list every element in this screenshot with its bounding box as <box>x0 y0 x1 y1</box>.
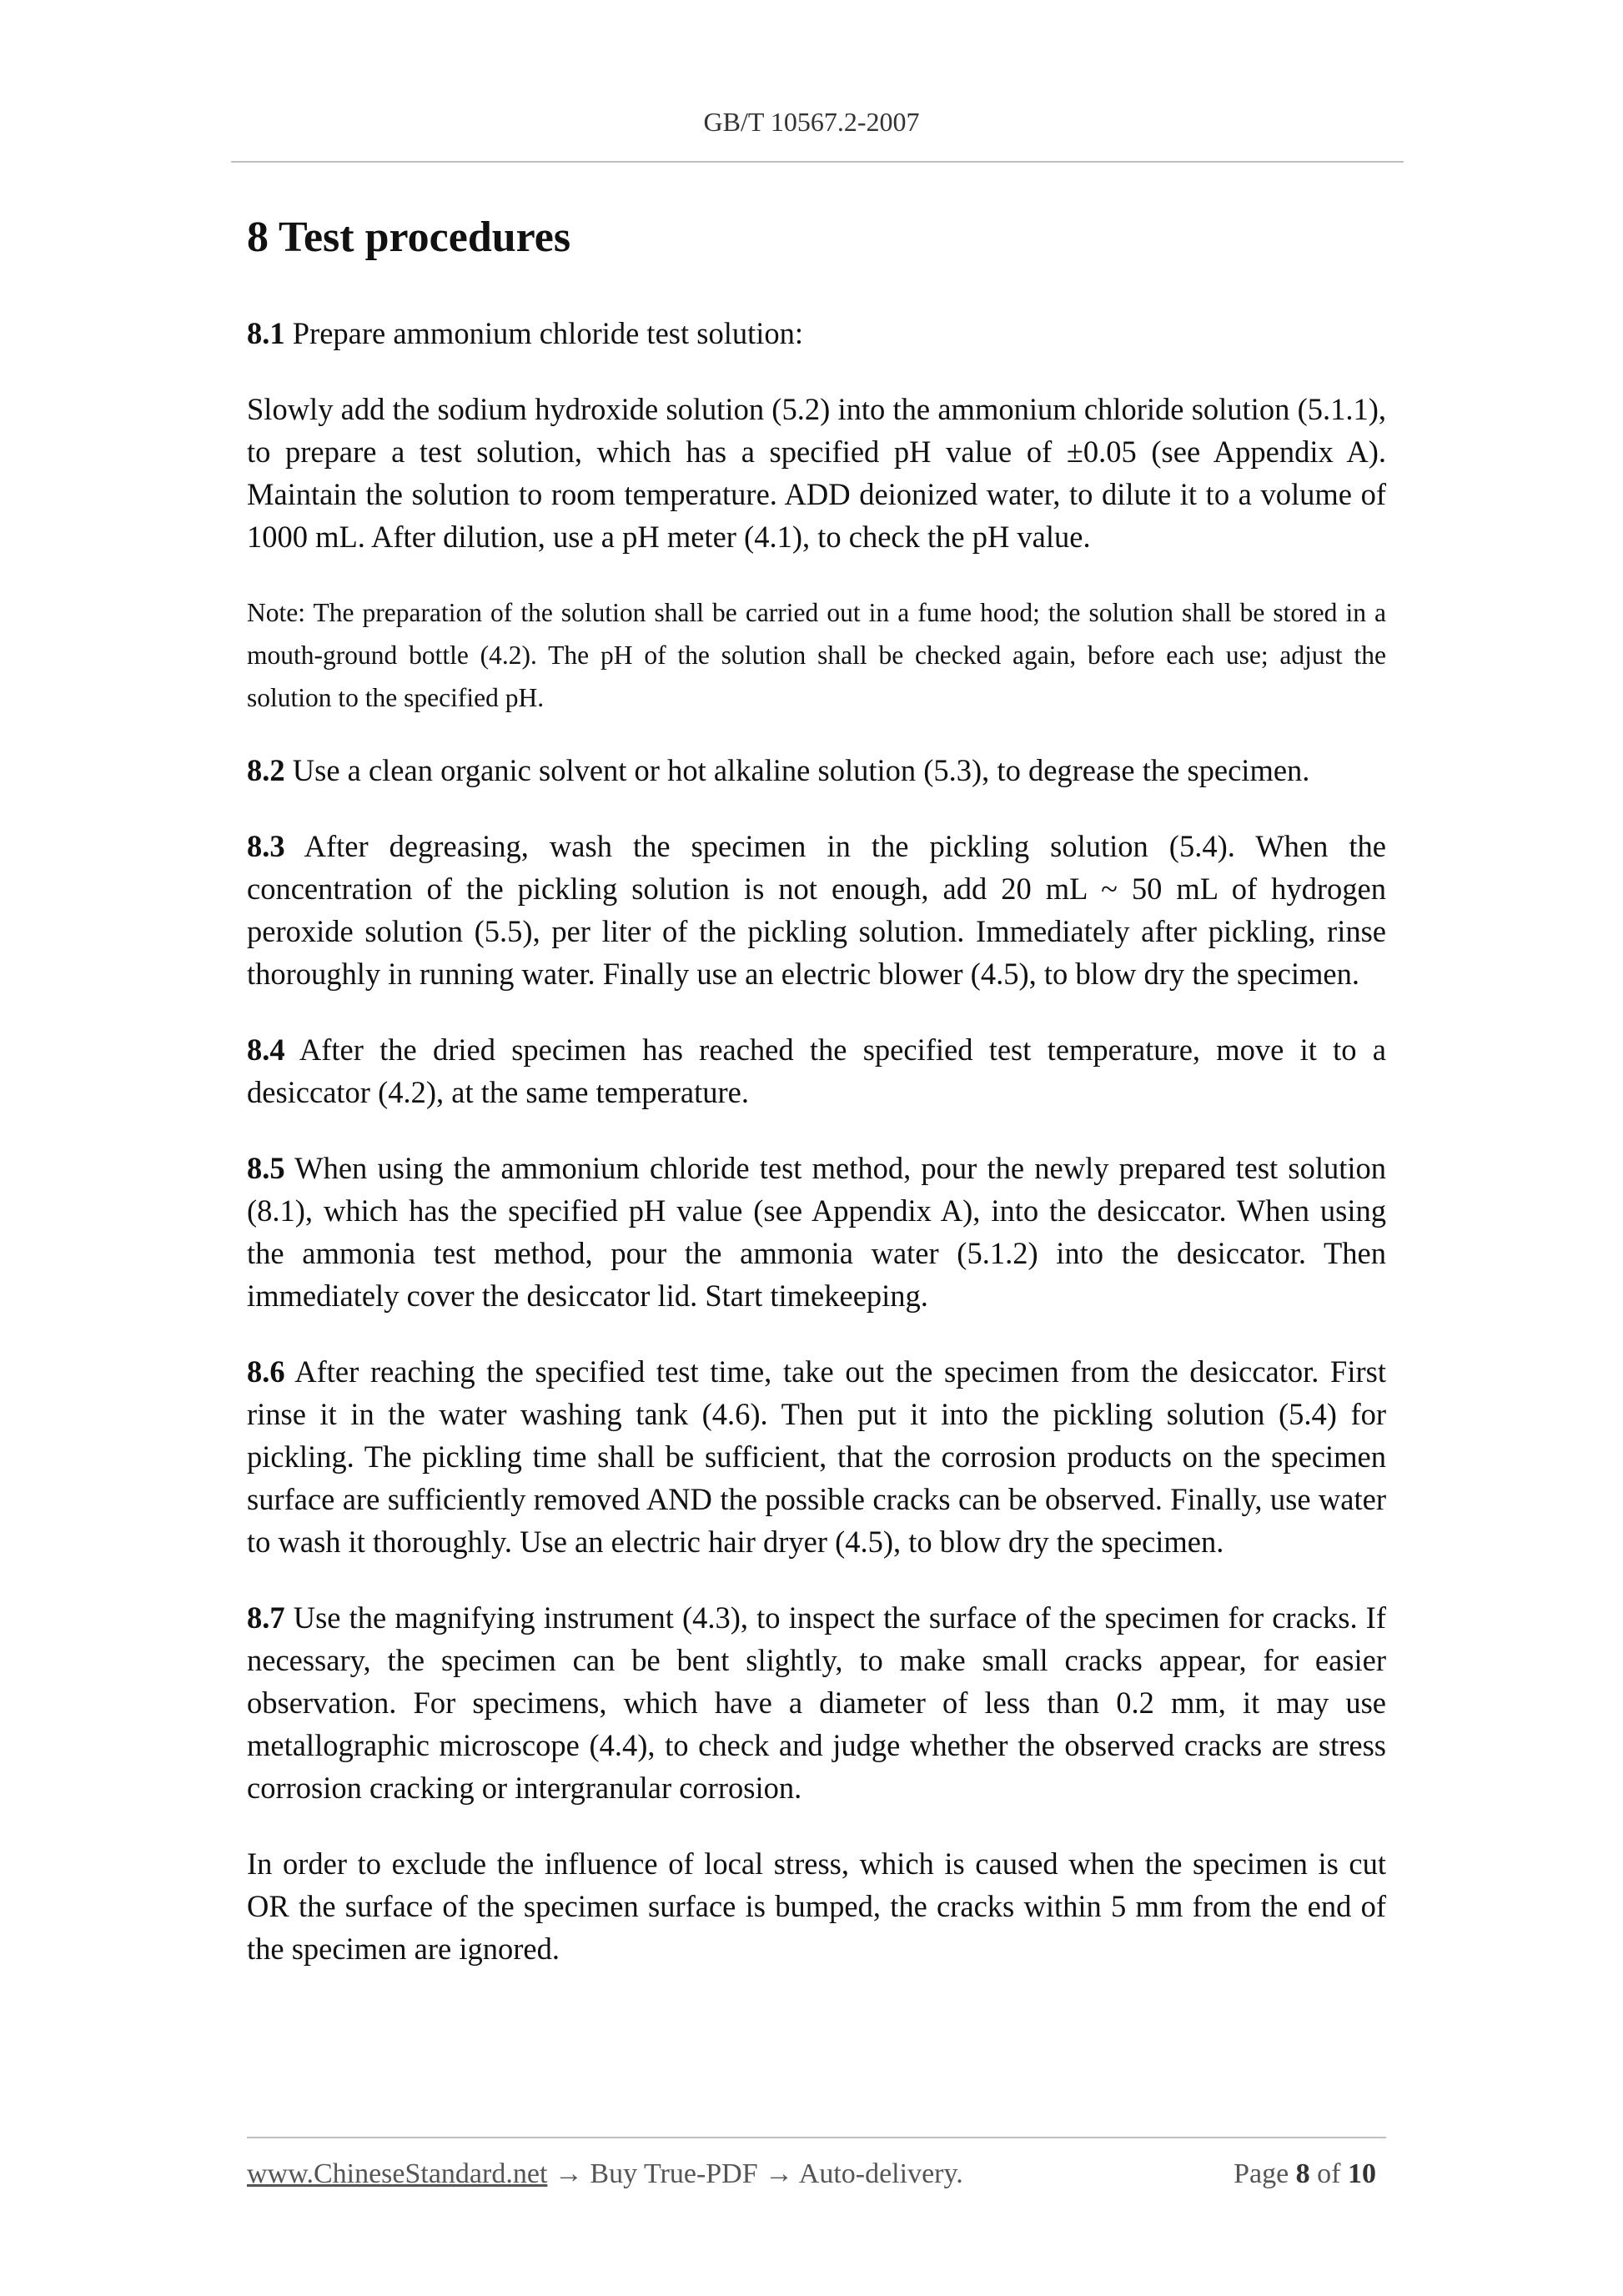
clause-number: 8.2 <box>247 753 285 787</box>
clause-number: 8.5 <box>247 1151 285 1185</box>
document-header: GB/T 10567.2-2007 <box>703 107 920 137</box>
footer-promo <box>247 2158 963 2190</box>
total-pages: 10 <box>1348 2158 1376 2189</box>
delivery-text: Auto-delivery. <box>798 2158 963 2189</box>
current-page: 8 <box>1295 2158 1310 2189</box>
note: Note: The preparation of the solution shall be carried out in a fume hood; the solution shall be stored in a mouth-ground bottle (4.2). The pH of the solution shall be checked again, before each use; adjust the solution to the specified pH. <box>247 598 1386 712</box>
of-label: of <box>1309 2158 1348 2189</box>
page-label: Page <box>1234 2158 1296 2189</box>
clause-8-1-body: Slowly add the sodium hydroxide solution (5.2) into the ammonium chloride solution (5.1.1), to prepare a test solution, which has a specified pH value of ±0.05 (see Appendix A). Maintain the solution to room temperature. ADD deionized water, to dilute it to a volume of 1000 mL. After dilution, use a pH meter (4.1), to check the pH value. <box>247 392 1386 554</box>
clause-8-7-extra: In order to exclude the influence of local stress, which is caused when the specimen is cut OR the surface of the specimen surface is bumped, the cracks within 5 mm from the end of the specimen are ignored. <box>247 1846 1386 1966</box>
clause-8-1 <box>247 312 1386 354</box>
footer-divider <box>247 2137 1386 2138</box>
clause-text: After reaching the specified test time, take out the specimen from the desiccator. First rinse it in the water washing tank (4.6). Then put it into the pickling solution (5.4) for pickling. The pickling time shall be sufficient, that the corrosion products on the specimen surface are sufficiently removed AND the possible cracks can be observed. Finally, use water to wash it thoroughly. Use an electric hair dryer (4.5), to blow dry the specimen. <box>247 1354 1386 1559</box>
website-link[interactable]: www.ChineseStandard.net <box>247 2158 548 2189</box>
clause-text: After degreasing, wash the specimen in the pickling solution (5.4). When the concentration of the pickling solution is not enough, add 20 mL ~ 50 mL of hydrogen peroxide solution (5.5), per liter of the pickling solution. Immediately after pickling, rinse thoroughly in running water. Finally use an electric blower (4.5), to blow dry the specimen. <box>247 829 1386 991</box>
document-body <box>247 210 1386 2003</box>
arrow-icon: → <box>547 2158 590 2189</box>
clause-text: Prepare ammonium chloride test solution: <box>284 316 804 350</box>
buy-text: Buy True-PDF <box>590 2158 758 2189</box>
clause-8-4 <box>247 1028 1386 1113</box>
clause-number: 8.7 <box>247 1600 285 1635</box>
clause-number: 8.1 <box>247 316 285 350</box>
clause-8-5 <box>247 1147 1386 1317</box>
clause-number: 8.4 <box>247 1032 285 1067</box>
clause-text: Use the magnifying instrument (4.3), to inspect the surface of the specimen for cracks. If necessary, the specimen can be bent slightly, to make small cracks appear, for easier observation. For specimens, which have a diameter of less than 0.2 mm, it may use metallographic microscope (4.4), to check and judge whether the observed cracks are stress corrosion cracking or intergranular corrosion. <box>247 1600 1386 1805</box>
header-divider <box>231 161 1404 163</box>
clause-text: Use a clean organic solvent or hot alkaline solution (5.3), to degrease the specimen. <box>284 753 1310 787</box>
clause-8-2 <box>247 749 1386 791</box>
clause-text: When using the ammonium chloride test method, pour the newly prepared test solution (8.1), which has the specified pH value (see Appendix A), into the desiccator. When using the ammonia test method, pour the ammonia water (5.1.2) into the desiccator. Then immediately cover the desiccator lid. Start timekeeping. <box>247 1151 1386 1313</box>
page-number <box>1234 2158 1376 2190</box>
section-title: 8 Test procedures <box>247 214 571 261</box>
clause-8-3 <box>247 825 1386 995</box>
clause-text: After the dried specimen has reached the specified test temperature, move it to a desiccator (4.2), at the same temperature. <box>247 1032 1386 1109</box>
clause-8-7 <box>247 1596 1386 1809</box>
clause-number: 8.6 <box>247 1354 285 1389</box>
clause-8-6 <box>247 1350 1386 1563</box>
arrow-icon: → <box>757 2158 799 2189</box>
clause-number: 8.3 <box>247 829 285 863</box>
